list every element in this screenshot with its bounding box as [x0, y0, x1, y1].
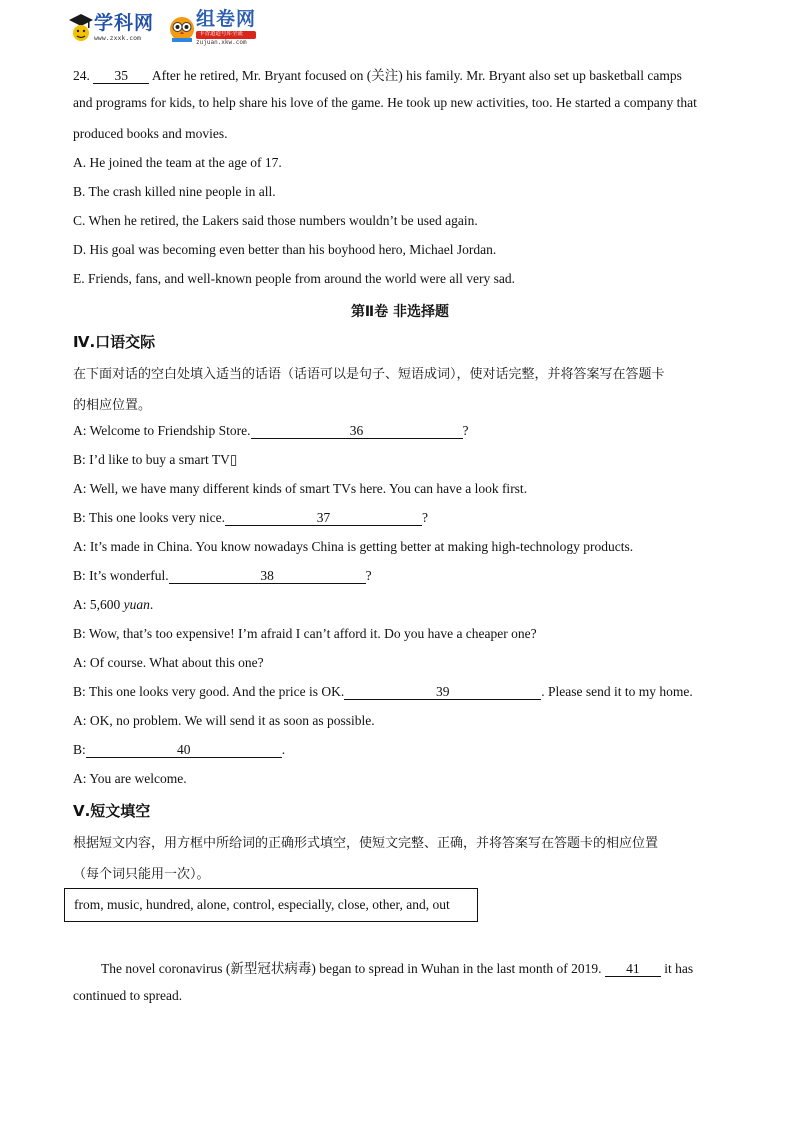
q24-number: 24.: [73, 68, 90, 83]
section5-instr-2: （每个词只能用一次）。: [73, 867, 210, 882]
logo1-url: www.zxxk.com: [94, 34, 141, 43]
answer-blank-38[interactable]: 38: [169, 568, 366, 584]
dialog-text: B:: [73, 742, 86, 757]
dialog-text: . Please send it to my home.: [541, 684, 693, 699]
answer-blank-39[interactable]: 39: [344, 684, 541, 700]
answer-blank-40[interactable]: 40: [86, 742, 282, 758]
dialog-line-2: B: I’d like to buy a smart TV▯: [73, 452, 238, 467]
dialog-text: B: This one looks very good. And the price is OK.: [73, 684, 345, 699]
dialog-line-13: A: You are welcome.: [73, 771, 187, 786]
dialog-line-11: A: OK, no problem. We will send it as soon as possible.: [73, 713, 375, 728]
answer-blank-37[interactable]: 37: [225, 510, 422, 526]
dialog-text: A: 5,600: [73, 597, 124, 612]
option-c: C. When he retired, the Lakers said those numbers wouldn’t be used again.: [73, 213, 478, 228]
dialog-line-4: [73, 510, 428, 526]
part2-title: 第Ⅱ卷 非选择题: [350, 304, 450, 320]
dialog-text: .: [149, 597, 154, 612]
dialog-text-italic: yuan: [123, 597, 150, 612]
option-d: D. His goal was becoming even better than his boyhood hero, Michael Jordan.: [73, 242, 497, 257]
dialog-line-9: A: Of course. What about this one?: [73, 655, 264, 670]
dialog-line-3: A: Well, we have many different kinds of smart TVs here. You can have a look first.: [73, 481, 528, 496]
dialog-line-8: B: Wow, that’s too expensive! I’m afraid I can’t afford it. Do you have a cheaper one?: [73, 626, 537, 641]
q24-text-2: and programs for kids, to help share his love of the game. He took up new activities, too. He started a company that: [73, 95, 697, 110]
section5-title: Ⅴ.短文填空: [73, 802, 151, 820]
passage-line-2: continued to spread.: [73, 988, 183, 1003]
answer-blank-35[interactable]: 35: [93, 68, 149, 84]
logo1-name: 学科网: [94, 12, 155, 35]
option-a: A. He joined the team at the age of 17.: [73, 155, 282, 170]
dialog-line-10: [73, 684, 693, 700]
logo2-name: 组卷网: [196, 8, 257, 31]
section4-title: Ⅳ.口语交际: [73, 333, 156, 351]
q24-text-1: After he retired, Mr. Bryant focused on (关注) his family. Mr. Bryant also set up basketball camps: [151, 68, 682, 83]
q24-text-3: produced books and movies.: [73, 126, 228, 141]
dialog-line-12: [73, 742, 285, 758]
logo2-url: zujuan.xkw.com: [196, 38, 247, 46]
graduate-cap-icon: [68, 12, 94, 44]
logo2-tagline: 卡香道道号库全流: [196, 31, 256, 39]
option-b: B. The crash killed nine people in all.: [73, 184, 276, 199]
dialog-line-7: [73, 597, 153, 613]
dialog-text: ?: [462, 423, 469, 438]
passage-text: it has: [664, 961, 694, 976]
word-box-words: from, music, hundred, alone, control, especially, close, other, and, out: [74, 897, 450, 912]
header-logos: [68, 10, 270, 46]
dialog-text: A: Welcome to Friendship Store.: [73, 423, 251, 438]
dialog-line-5: A: It’s made in China. You know nowadays China is getting better at making high-technology products.: [73, 539, 634, 554]
dialog-text: B: It’s wonderful.: [73, 568, 169, 583]
section4-instr-2: 的相应位置。: [73, 398, 152, 413]
zxxk-logo: [68, 12, 154, 44]
dialog-text: ?: [421, 510, 428, 525]
option-e: E. Friends, fans, and well-known people from around the world were all very sad.: [73, 271, 515, 286]
section4-instr-1: 在下面对话的空白处填入适当的话语（话语可以是句子、短语成词），使对话完整，并将答案写在答题卡: [73, 367, 665, 382]
dialog-line-1: [73, 423, 469, 439]
q24-line1: [73, 64, 682, 84]
section5-instr-1: 根据短文内容，用方框中所给词的正确形式填空，使短文完整、正确，并将答案写在答题卡的相应位置: [73, 836, 659, 851]
dialog-text: ?: [365, 568, 372, 583]
word-box: [64, 888, 478, 922]
owl-mascot-icon: [168, 12, 196, 44]
zujuan-logo: [168, 10, 256, 46]
answer-blank-41[interactable]: 41: [605, 961, 661, 977]
passage-text: The novel coronavirus (新型冠状病毒) began to spread in Wuhan in the last month of 2019.: [101, 961, 602, 976]
dialog-line-6: [73, 568, 372, 584]
dialog-text: .: [281, 742, 286, 757]
answer-blank-36[interactable]: 36: [251, 423, 463, 439]
dialog-text: B: This one looks very nice.: [73, 510, 225, 525]
passage-line-1: [101, 957, 693, 977]
